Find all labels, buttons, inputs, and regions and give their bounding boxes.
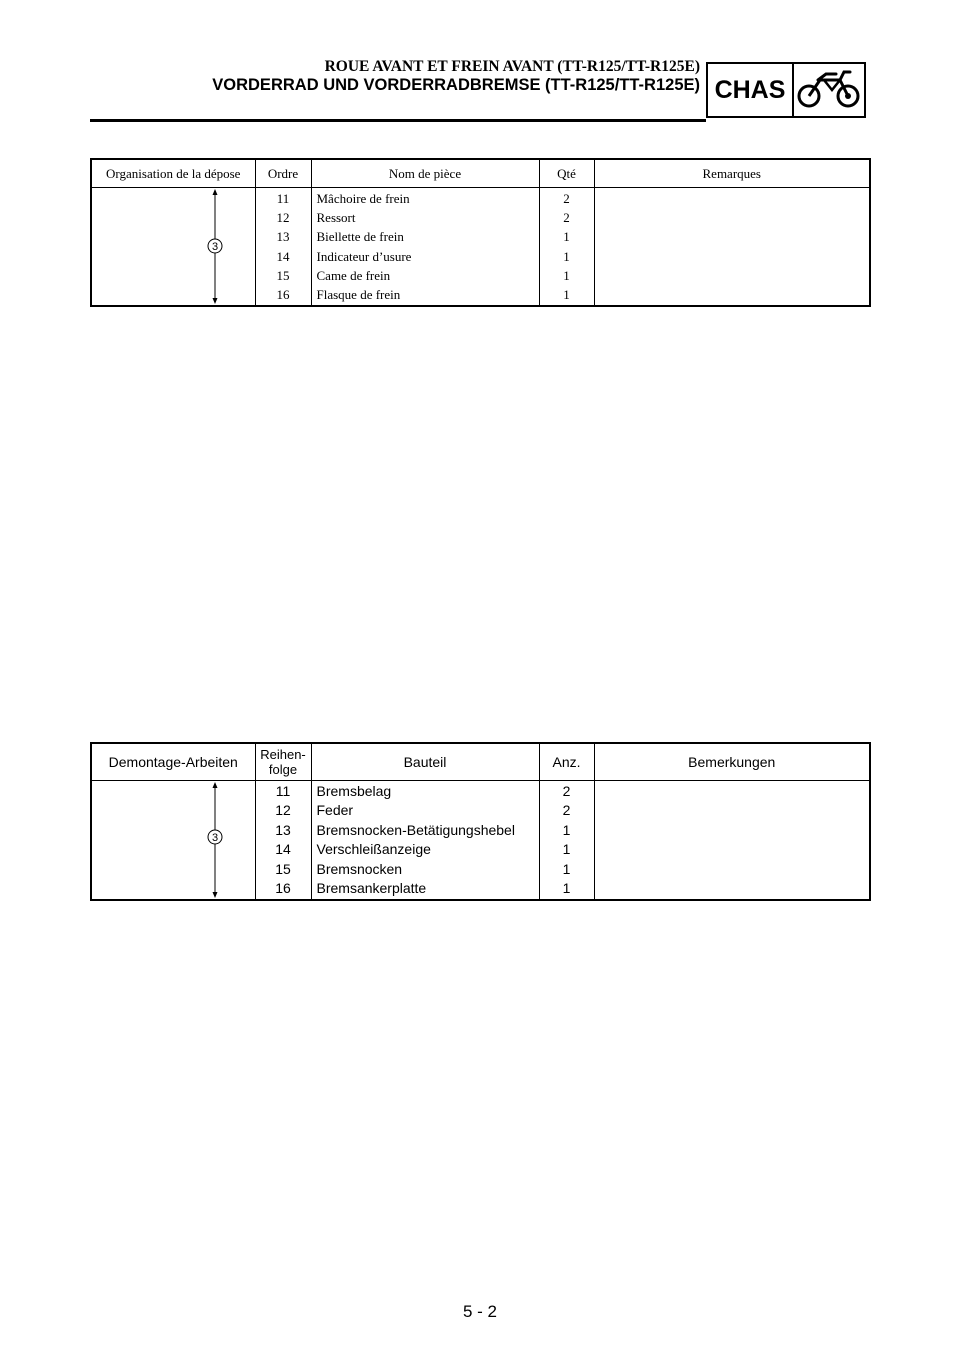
- order-column: [255, 188, 311, 307]
- part-name-cell: Bremsnocken-Betätigungshebel: [316, 821, 515, 838]
- table-body-row: [91, 781, 870, 901]
- column-header-order-line2: folge: [268, 762, 298, 777]
- parts-table-de: [90, 742, 871, 901]
- parts-table-fr: [90, 158, 871, 307]
- qty-cell: 2: [562, 802, 571, 819]
- column-header-order: Ordre: [255, 159, 311, 188]
- order-cell: 13: [275, 821, 291, 838]
- qty-cell: 2: [563, 191, 570, 206]
- table-header-row: [91, 159, 870, 188]
- part-name-cell: Indicateur d’usure: [316, 248, 412, 264]
- part-name-column: [311, 188, 539, 307]
- part-name-cell: Bremsbelag: [316, 783, 392, 799]
- group-marker: 3: [211, 241, 219, 253]
- table-header-row: [91, 743, 870, 781]
- order-cell: 15: [276, 267, 290, 283]
- order-cell: 14: [276, 248, 290, 264]
- column-header-qty: Qté: [539, 159, 594, 188]
- column-header-disassembly: Demontage-Arbeiten: [91, 743, 255, 781]
- organisation-cell: [91, 188, 255, 307]
- order-cell: 16: [276, 286, 290, 302]
- part-name-cell: Bremsankerplatte: [316, 879, 427, 896]
- qty-cell: 1: [562, 879, 571, 896]
- remarks-cell: [594, 188, 870, 307]
- part-name-cell: Came de frein: [316, 267, 391, 283]
- column-header-part-name: Bauteil: [311, 743, 539, 781]
- part-name-cell: Ressort: [316, 210, 356, 226]
- qty-cell: 1: [562, 821, 571, 838]
- column-header-remarks: Remarques: [594, 159, 870, 188]
- column-header-order-line1: Reihen-: [260, 747, 306, 762]
- qty-cell: 1: [563, 286, 570, 302]
- order-cell: 12: [275, 802, 291, 819]
- table-body-row: [91, 188, 870, 307]
- part-name-cell: Bremsnocken: [316, 860, 403, 877]
- order-cell: 15: [275, 860, 291, 877]
- qty-cell: 1: [563, 229, 570, 245]
- qty-cell: 1: [562, 860, 571, 877]
- qty-column: [539, 781, 594, 901]
- qty-cell: 2: [562, 783, 571, 799]
- section-title-de: VORDERRAD UND VORDERRADBREMSE (TT-R125/TT-R125E): [212, 76, 700, 94]
- part-name-cell: Flasque de frein: [316, 286, 401, 302]
- section-title-fr: ROUE AVANT ET FREIN AVANT (TT-R125/TT-R125E): [324, 58, 700, 75]
- order-cell: 11: [276, 191, 290, 206]
- removal-range-arrow: [92, 188, 256, 305]
- part-name-cell: Biellette de frein: [316, 229, 404, 245]
- part-name-column: [311, 781, 539, 901]
- disassembly-cell: [91, 781, 255, 901]
- column-header-remarks: Bemerkungen: [594, 743, 870, 781]
- order-cell: 11: [275, 783, 291, 799]
- section-badge-label: CHAS: [708, 64, 794, 116]
- column-header-part-name: Nom de pièce: [311, 159, 539, 188]
- column-header-order: [255, 743, 311, 781]
- order-cell: 12: [276, 210, 290, 226]
- column-header-qty: Anz.: [539, 743, 594, 781]
- page-number: 5 - 2: [462, 1302, 498, 1321]
- qty-cell: 1: [563, 267, 570, 283]
- order-column: [255, 781, 311, 901]
- qty-cell: 1: [563, 248, 570, 264]
- part-name-cell: Mâchoire de frein: [316, 191, 410, 206]
- qty-column: [539, 188, 594, 307]
- header-divider: [90, 119, 706, 122]
- section-badge: [706, 62, 866, 118]
- qty-cell: 1: [562, 841, 571, 858]
- remarks-cell: [594, 781, 870, 901]
- order-cell: 13: [276, 229, 290, 245]
- qty-cell: 2: [563, 210, 570, 226]
- part-name-cell: Feder: [316, 802, 354, 819]
- motorcycle-icon: [794, 64, 864, 116]
- column-header-organisation: Organisation de la dépose: [91, 159, 255, 188]
- group-marker: 3: [211, 832, 219, 844]
- part-name-cell: Verschleißanzeige: [316, 841, 431, 858]
- order-cell: 16: [275, 879, 291, 896]
- order-cell: 14: [275, 841, 291, 858]
- removal-range-arrow: [92, 781, 256, 899]
